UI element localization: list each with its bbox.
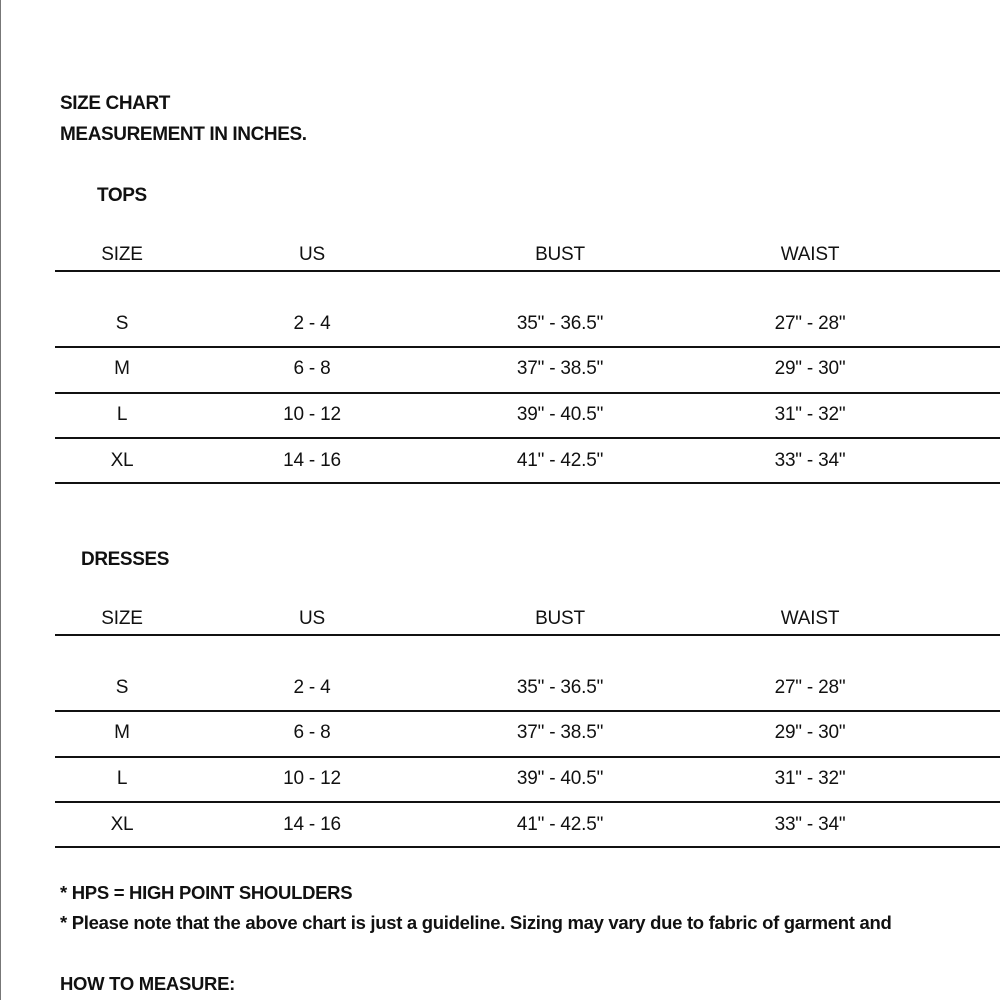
- tops-row-s-us: 2 - 4: [293, 313, 331, 334]
- dresses-header-us: US: [299, 608, 325, 629]
- tops-row-l-bust: 39" - 40.5": [516, 404, 604, 425]
- tops-row-s-waist: 27" - 28": [774, 313, 846, 334]
- dresses-row-xl-bust: 41" - 42.5": [516, 814, 604, 835]
- dresses-row-m-waist: 29" - 30": [774, 722, 846, 743]
- dresses-section-title: DRESSES: [81, 549, 170, 570]
- dresses-row-l-us: 10 - 12: [283, 768, 341, 789]
- guideline-note: * Please note that the above chart is just a guideline. Sizing may vary due to fabric of garment and: [60, 912, 892, 933]
- dresses-row-l-waist: 31" - 32": [774, 768, 846, 789]
- dresses-row-divider: [55, 756, 1000, 758]
- dresses-row-divider: [55, 801, 1000, 803]
- dresses-row-s-size: S: [115, 677, 129, 698]
- dresses-row-m-size: M: [114, 722, 130, 743]
- dresses-row-m-bust: 37" - 38.5": [516, 722, 604, 743]
- tops-row-xl-us: 14 - 16: [283, 450, 341, 471]
- hps-note: * HPS = HIGH POINT SHOULDERS: [60, 882, 353, 903]
- dresses-header-size: SIZE: [101, 608, 143, 629]
- dresses-row-l-size: L: [116, 768, 128, 789]
- tops-table: [55, 244, 1000, 489]
- page-left-edge: [0, 0, 1, 1000]
- dresses-row-s-us: 2 - 4: [293, 677, 331, 698]
- dresses-table: [55, 608, 1000, 853]
- tops-row-xl-waist: 33" - 34": [774, 450, 846, 471]
- tops-row-m-us: 6 - 8: [293, 358, 331, 379]
- tops-row-xl-bust: 41" - 42.5": [516, 450, 604, 471]
- tops-row-m-size: M: [114, 358, 130, 379]
- tops-header-us: US: [299, 244, 325, 265]
- tops-section-title: TOPS: [97, 185, 147, 206]
- tops-row-l-us: 10 - 12: [283, 404, 341, 425]
- tops-row-divider: [55, 392, 1000, 394]
- dresses-row-xl-waist: 33" - 34": [774, 814, 846, 835]
- page-title: SIZE CHART: [60, 93, 171, 114]
- tops-row-divider: [55, 437, 1000, 439]
- dresses-header-waist: WAIST: [780, 608, 840, 629]
- tops-row-s-size: S: [115, 313, 129, 334]
- dresses-table-bottom-rule: [55, 846, 1000, 848]
- tops-header-bust: BUST: [535, 244, 585, 265]
- how-to-measure-heading: HOW TO MEASURE:: [60, 973, 236, 994]
- tops-row-m-waist: 29" - 30": [774, 358, 846, 379]
- dresses-row-s-bust: 35" - 36.5": [516, 677, 604, 698]
- tops-table-bottom-rule: [55, 482, 1000, 484]
- tops-header-divider: [55, 270, 1000, 272]
- tops-header-size: SIZE: [101, 244, 143, 265]
- tops-header-waist: WAIST: [780, 244, 840, 265]
- tops-row-l-waist: 31" - 32": [774, 404, 846, 425]
- page-subtitle: MEASUREMENT IN INCHES.: [60, 124, 307, 145]
- tops-row-s-bust: 35" - 36.5": [516, 313, 604, 334]
- dresses-row-l-bust: 39" - 40.5": [516, 768, 604, 789]
- dresses-header-divider: [55, 634, 1000, 636]
- dresses-row-m-us: 6 - 8: [293, 722, 331, 743]
- dresses-row-divider: [55, 710, 1000, 712]
- dresses-row-xl-size: XL: [110, 814, 134, 835]
- dresses-row-s-waist: 27" - 28": [774, 677, 846, 698]
- dresses-row-xl-us: 14 - 16: [283, 814, 341, 835]
- tops-row-xl-size: XL: [110, 450, 134, 471]
- tops-row-l-size: L: [116, 404, 128, 425]
- dresses-header-bust: BUST: [535, 608, 585, 629]
- tops-row-m-bust: 37" - 38.5": [516, 358, 604, 379]
- tops-row-divider: [55, 346, 1000, 348]
